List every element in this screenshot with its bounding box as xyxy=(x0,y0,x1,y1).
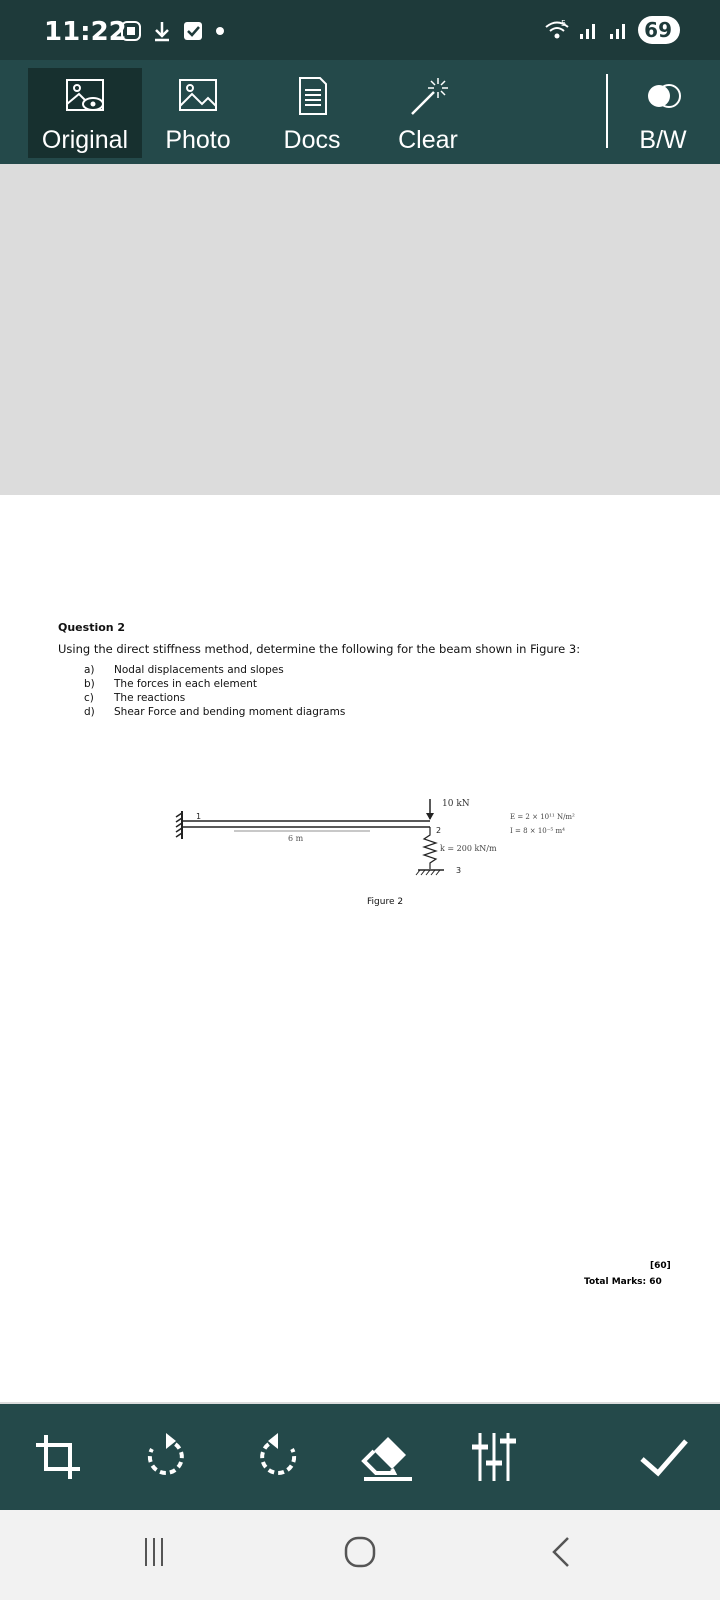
tab-clear-label: Clear xyxy=(398,126,458,154)
span-label: 6 m xyxy=(288,834,304,843)
beam-figure xyxy=(170,795,610,891)
screenshot-icon xyxy=(120,20,142,42)
node-3-label: 3 xyxy=(456,866,462,875)
item-text: The forces in each element xyxy=(114,678,257,690)
checkbox-icon xyxy=(182,20,204,42)
confirm-check-icon[interactable] xyxy=(636,1429,692,1485)
document-preview xyxy=(0,164,720,1404)
wifi-icon xyxy=(544,19,570,41)
modulus-label: E = 2 × 10¹¹ N/m² xyxy=(510,813,575,821)
bw-label: B/W xyxy=(639,126,687,154)
status-bar xyxy=(0,0,720,60)
bw-toggle[interactable] xyxy=(618,68,708,158)
tab-docs[interactable] xyxy=(262,68,362,158)
tab-original-label: Original xyxy=(41,126,129,154)
crop-icon[interactable] xyxy=(30,1429,86,1485)
item-letter: d) xyxy=(84,706,95,718)
tab-photo[interactable] xyxy=(148,68,248,158)
adjust-icon[interactable] xyxy=(466,1429,522,1485)
total-marks: Total Marks: 60 xyxy=(584,1277,662,1287)
magic-wand-icon xyxy=(406,74,450,118)
download-icon xyxy=(152,20,172,42)
rotate-right-icon[interactable] xyxy=(250,1429,306,1485)
load-arrow xyxy=(426,799,434,820)
system-nav-bar xyxy=(0,1510,720,1600)
toolbar-divider xyxy=(606,74,608,148)
item-text: Nodal displacements and slopes xyxy=(114,664,284,676)
spring-constant-label: k = 200 kN/m xyxy=(440,844,497,853)
tab-clear[interactable] xyxy=(378,68,478,158)
recent-apps-icon[interactable] xyxy=(136,1532,172,1572)
status-right xyxy=(544,16,680,44)
list-item xyxy=(84,678,345,692)
list-item xyxy=(84,664,345,678)
image-icon xyxy=(176,74,220,118)
item-letter: c) xyxy=(84,692,94,704)
signal-icon-1 xyxy=(578,19,600,41)
inertia-label: I = 8 × 10⁻⁵ m⁴ xyxy=(510,827,565,835)
battery-indicator xyxy=(638,16,680,44)
rotate-left-icon[interactable] xyxy=(138,1429,194,1485)
document-icon xyxy=(290,74,334,118)
question-marks: [60] xyxy=(650,1261,671,1271)
item-letter: b) xyxy=(84,678,95,690)
status-time: 11:22 xyxy=(44,17,127,47)
tab-photo-label: Photo xyxy=(165,126,231,154)
list-item xyxy=(84,692,345,706)
bw-toggle-icon xyxy=(641,74,685,118)
network-generation: 5 xyxy=(561,19,567,28)
load-label: 10 kN xyxy=(442,799,470,809)
back-icon[interactable] xyxy=(546,1532,576,1572)
figure-caption: Figure 2 xyxy=(367,897,404,907)
notification-icons xyxy=(120,20,226,42)
dot-icon xyxy=(214,25,226,37)
edit-toolbar xyxy=(0,1404,720,1510)
question-items xyxy=(84,664,345,720)
list-item xyxy=(84,706,345,720)
tab-docs-label: Docs xyxy=(283,126,341,154)
item-text: Shear Force and bending moment diagrams xyxy=(114,706,346,718)
node-1-label: 1 xyxy=(196,812,202,821)
tab-original[interactable] xyxy=(28,68,142,158)
item-text: The reactions xyxy=(114,692,186,704)
filter-toolbar xyxy=(0,60,720,164)
question-title: Question 2 xyxy=(58,621,126,634)
item-letter: a) xyxy=(84,664,95,676)
document-page xyxy=(0,495,720,1402)
fixed-support xyxy=(176,811,182,839)
question-text: Using the direct stiffness method, determine the following for the beam shown in Figure 3: xyxy=(58,642,581,656)
home-icon[interactable] xyxy=(340,1532,380,1572)
eraser-icon[interactable] xyxy=(360,1429,416,1485)
battery-level: 69 xyxy=(644,18,672,42)
signal-icon-2 xyxy=(608,19,630,41)
node-2-label: 2 xyxy=(436,826,442,835)
image-eye-icon xyxy=(63,74,107,118)
beam xyxy=(182,821,430,827)
